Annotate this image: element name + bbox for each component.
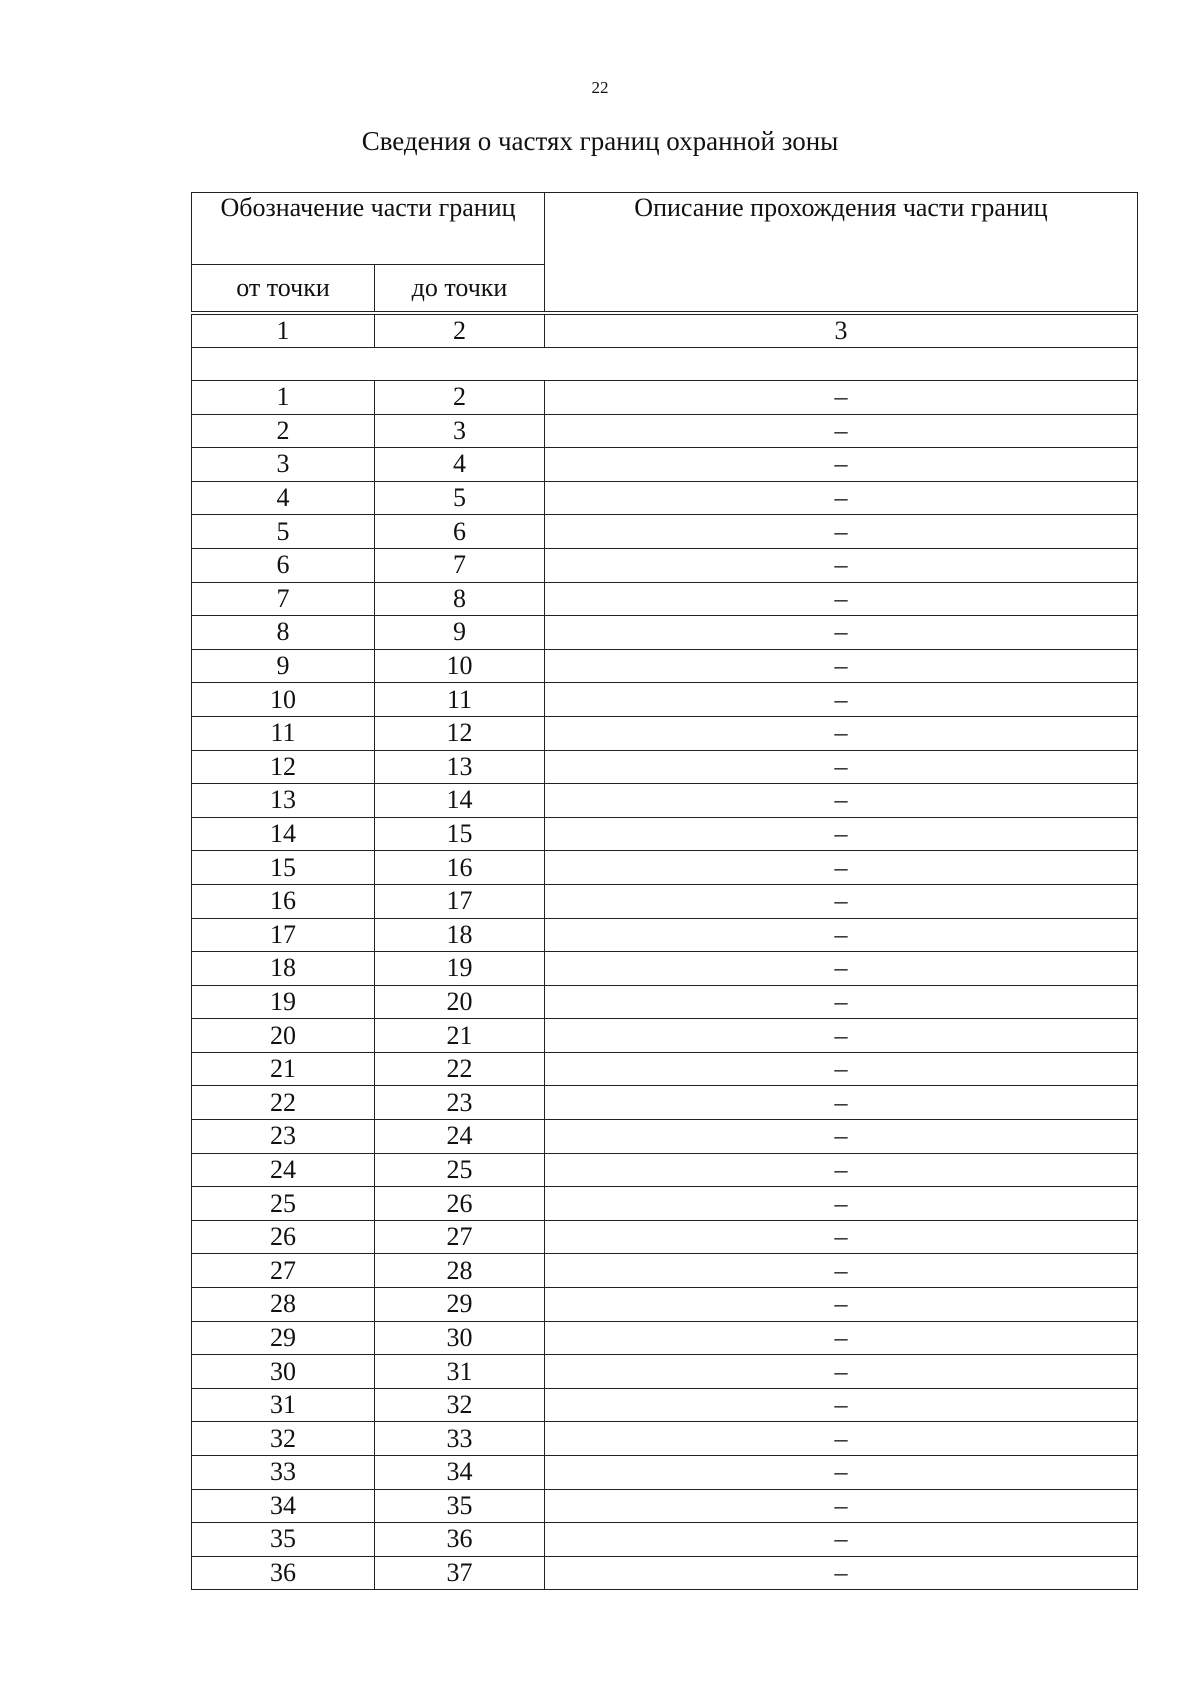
cell-to-point: 3 [375, 414, 545, 448]
table-row [192, 1220, 1138, 1254]
table-row [192, 683, 1138, 717]
cell-to-point: 34 [375, 1456, 545, 1490]
cell-from-point: 14 [192, 817, 375, 851]
cell-description: – [545, 985, 1138, 1019]
cell-to-point: 16 [375, 851, 545, 885]
cell-from-point: 1 [192, 381, 375, 415]
cell-from-point: 29 [192, 1321, 375, 1355]
cell-description: – [545, 1254, 1138, 1288]
table-row [192, 918, 1138, 952]
cell-description: – [545, 716, 1138, 750]
table-row [192, 1120, 1138, 1154]
header-designation: Обозначение части границ [192, 193, 545, 265]
cell-description: – [545, 582, 1138, 616]
cell-from-point: 13 [192, 784, 375, 818]
page-title: Сведения о частях границ охранной зоны [361, 126, 839, 156]
cell-to-point: 35 [375, 1489, 545, 1523]
cell-to-point: 22 [375, 1052, 545, 1086]
column-number: 3 [545, 315, 1138, 348]
table-row [192, 548, 1138, 582]
table-row [192, 1456, 1138, 1490]
cell-description: – [545, 750, 1138, 784]
table-row [192, 1355, 1138, 1389]
section-label [192, 348, 1138, 381]
table-row [192, 985, 1138, 1019]
cell-to-point: 25 [375, 1153, 545, 1187]
column-number: 1 [192, 315, 375, 348]
cell-description: – [545, 1288, 1138, 1322]
table-row [192, 952, 1138, 986]
cell-description: – [545, 1153, 1138, 1187]
table-row [192, 1288, 1138, 1322]
cell-from-point: 20 [192, 1019, 375, 1053]
section-row [192, 348, 1138, 381]
cell-to-point: 18 [375, 918, 545, 952]
cell-to-point: 20 [375, 985, 545, 1019]
cell-to-point: 33 [375, 1422, 545, 1456]
cell-to-point: 7 [375, 548, 545, 582]
table-row [192, 716, 1138, 750]
header-to-point: до точки [375, 265, 545, 312]
cell-to-point: 4 [375, 448, 545, 482]
cell-to-point: 13 [375, 750, 545, 784]
table-row [192, 817, 1138, 851]
boundary-parts-table [191, 192, 1138, 1590]
cell-description: – [545, 884, 1138, 918]
cell-from-point: 8 [192, 616, 375, 650]
column-number: 2 [375, 315, 545, 348]
cell-from-point: 15 [192, 851, 375, 885]
cell-description: – [545, 1456, 1138, 1490]
cell-to-point: 14 [375, 784, 545, 818]
cell-from-point: 16 [192, 884, 375, 918]
table-row [192, 851, 1138, 885]
header-description: Описание прохождения части границ [545, 193, 1138, 312]
table-row [192, 1422, 1138, 1456]
cell-description: – [545, 649, 1138, 683]
cell-to-point: 8 [375, 582, 545, 616]
cell-from-point: 19 [192, 985, 375, 1019]
cell-description: – [545, 784, 1138, 818]
page-number: 22 [591, 78, 609, 97]
cell-from-point: 2 [192, 414, 375, 448]
cell-from-point: 33 [192, 1456, 375, 1490]
header-row [192, 193, 1138, 265]
cell-to-point: 32 [375, 1388, 545, 1422]
cell-description: – [545, 851, 1138, 885]
cell-description: – [545, 952, 1138, 986]
cell-from-point: 22 [192, 1086, 375, 1120]
cell-to-point: 31 [375, 1355, 545, 1389]
table-row [192, 1489, 1138, 1523]
cell-to-point: 27 [375, 1220, 545, 1254]
table-row [192, 1086, 1138, 1120]
cell-to-point: 21 [375, 1019, 545, 1053]
cell-from-point: 25 [192, 1187, 375, 1221]
cell-to-point: 37 [375, 1556, 545, 1590]
cell-to-point: 29 [375, 1288, 545, 1322]
table-body [192, 193, 1138, 1590]
cell-description: – [545, 515, 1138, 549]
cell-description: – [545, 1355, 1138, 1389]
cell-to-point: 2 [375, 381, 545, 415]
cell-from-point: 4 [192, 481, 375, 515]
cell-from-point: 12 [192, 750, 375, 784]
cell-description: – [545, 1422, 1138, 1456]
cell-from-point: 24 [192, 1153, 375, 1187]
table-row [192, 1556, 1138, 1590]
table-row [192, 1187, 1138, 1221]
cell-from-point: 36 [192, 1556, 375, 1590]
table-row [192, 1388, 1138, 1422]
table-row [192, 884, 1138, 918]
cell-from-point: 23 [192, 1120, 375, 1154]
table-row [192, 381, 1138, 415]
table-row [192, 750, 1138, 784]
table-row [192, 582, 1138, 616]
table-row [192, 649, 1138, 683]
cell-description: – [545, 448, 1138, 482]
cell-to-point: 23 [375, 1086, 545, 1120]
cell-to-point: 19 [375, 952, 545, 986]
cell-description: – [545, 1489, 1138, 1523]
cell-description: – [545, 616, 1138, 650]
cell-from-point: 28 [192, 1288, 375, 1322]
cell-description: – [545, 1388, 1138, 1422]
cell-description: – [545, 1556, 1138, 1590]
cell-description: – [545, 817, 1138, 851]
cell-from-point: 21 [192, 1052, 375, 1086]
cell-from-point: 11 [192, 716, 375, 750]
cell-description: – [545, 1086, 1138, 1120]
cell-description: – [545, 1187, 1138, 1221]
table-row [192, 1153, 1138, 1187]
table-row [192, 481, 1138, 515]
cell-to-point: 15 [375, 817, 545, 851]
cell-from-point: 18 [192, 952, 375, 986]
cell-description: – [545, 1052, 1138, 1086]
table-row [192, 1052, 1138, 1086]
cell-to-point: 24 [375, 1120, 545, 1154]
cell-from-point: 35 [192, 1523, 375, 1557]
table-row [192, 1019, 1138, 1053]
cell-from-point: 34 [192, 1489, 375, 1523]
table-row [192, 1523, 1138, 1557]
table-row [192, 616, 1138, 650]
cell-to-point: 10 [375, 649, 545, 683]
table-row [192, 414, 1138, 448]
cell-to-point: 11 [375, 683, 545, 717]
cell-description: – [545, 381, 1138, 415]
table-row [192, 784, 1138, 818]
cell-from-point: 5 [192, 515, 375, 549]
cell-from-point: 9 [192, 649, 375, 683]
cell-from-point: 3 [192, 448, 375, 482]
header-from-point: от точки [192, 265, 375, 312]
cell-from-point: 27 [192, 1254, 375, 1288]
cell-description: – [545, 548, 1138, 582]
cell-description: – [545, 683, 1138, 717]
cell-description: – [545, 414, 1138, 448]
cell-from-point: 6 [192, 548, 375, 582]
cell-description: – [545, 1019, 1138, 1053]
cell-to-point: 17 [375, 884, 545, 918]
cell-from-point: 7 [192, 582, 375, 616]
cell-description: – [545, 1120, 1138, 1154]
cell-description: – [545, 1220, 1138, 1254]
cell-to-point: 5 [375, 481, 545, 515]
cell-from-point: 31 [192, 1388, 375, 1422]
cell-from-point: 26 [192, 1220, 375, 1254]
cell-from-point: 17 [192, 918, 375, 952]
cell-from-point: 32 [192, 1422, 375, 1456]
table-row [192, 1321, 1138, 1355]
cell-to-point: 36 [375, 1523, 545, 1557]
cell-description: – [545, 1321, 1138, 1355]
cell-to-point: 12 [375, 716, 545, 750]
cell-to-point: 28 [375, 1254, 545, 1288]
cell-to-point: 9 [375, 616, 545, 650]
table-row [192, 515, 1138, 549]
cell-description: – [545, 1523, 1138, 1557]
cell-to-point: 6 [375, 515, 545, 549]
cell-from-point: 10 [192, 683, 375, 717]
cell-to-point: 26 [375, 1187, 545, 1221]
cell-from-point: 30 [192, 1355, 375, 1389]
column-number-row [192, 315, 1138, 348]
table-row [192, 448, 1138, 482]
cell-description: – [545, 918, 1138, 952]
cell-to-point: 30 [375, 1321, 545, 1355]
table-row [192, 1254, 1138, 1288]
cell-description: – [545, 481, 1138, 515]
